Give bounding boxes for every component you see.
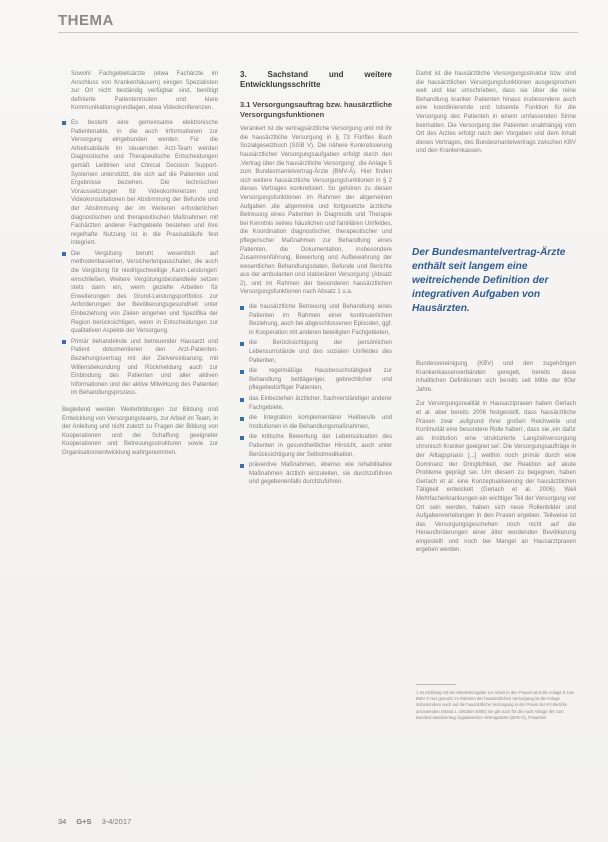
col3-bottom-paragraph-1: Bundesvereinigung (KBV) und den zugehörigen Krankenkassenverbänden geregelt, bereits diese inhaltlichen Definitionen sich bereits seit Mitte der 90er Jahre. xyxy=(416,361,576,393)
col2-bullet-5: die Integration komplementärer Heilberufe und Institutionen in die Behandlungsmaßnahmen, xyxy=(240,414,392,431)
col1-bullet-2: Die Vergütung beruht wesentlich auf methodenbasierten, Versichertenpauschalen, die auch die Vergütung für niedrigschwellige ‚Kann-Leistungen' einschließen. Weitere Vergütungsbestandteile setzen stets dann ein, wenn gezielte Arbeiten für Erweiterungen des Grund-Leistungsportfolios zur Anforderungen der Bevölkerungsgesundheit unter Einbeziehung von Zielen eingehen und Spezifika der Region berücksichtigen, wenn in Entscheidungen zur qualitativen Aspekte der Versorgung. xyxy=(62,250,218,336)
col2-bullet-4: das Einbeziehen ärztlicher, Sachverständiger anderer Fachgebiete, xyxy=(240,395,392,412)
col1-bullet-list xyxy=(62,119,218,398)
page-number: 34 xyxy=(58,817,67,826)
col3-top-paragraph: Damit ist die hausärztliche Versorgungsstruktur bzw. sind die hausärztlichen Versorgungsfunktionen ausgesprochen weit und klar umschrieben, dass sie über die reine Behandlung kranker Patienten hinaus insbesondere auch eine koordinierende und lotsende Funktion für die Versorgung des Patienten in einem umfassenden Sinne beinhalten. Die Versorgung der Patienten unabhängig vom Ort des Arztes erfolgt nach den Vorgaben und dem Inhalt dieses Vertrages, des Bundesmantelvertrags zwischen KBV und den Krankenkassen. xyxy=(416,71,576,155)
issue-number: 3-4/2017 xyxy=(101,817,132,826)
col1-bullet-3: Primär behandelnde und betreuender Hausarzt und Patient dokumentieren den Arzt-Patienten-Beziehungsvertrag mit der Zielvereinbarung, mit Willensbekundung und Rückmeldung auch zur Einbindung des Patienten und aller aktiven Informationen und der aktive Mitwirkung des Patienten im Behandlungsprozess. xyxy=(62,338,218,398)
col2-bullet-3: die regelmäßige Hausbesuchstätigkeit zur Behandlung bettlägeriger, gebrechlicher und pflegebedürftiger Patienten, xyxy=(240,367,392,393)
journal-brand: G+S xyxy=(76,817,92,826)
footnote-rule xyxy=(416,684,456,685)
col2-bullet-2: die Berücksichtigung der persönlichen Lebensumstände und des sozialen Umfeldes des Patienten, xyxy=(240,339,392,365)
footnote: 1 Im Einklang mit der Mindestvorgabe zur Arbeit in den Praxen wird die Anlage 5 zum BMV-Ä hier genutzt; im Rahmen der hausärztlichen Versorgung ist die Anlage insbesondere auch auf die hausärztliche Versorgung in der Praxis der KV-Bezirke anzuwenden (Stand 1. Oktober 2008); sie gilt auch für die nach Anlage der zum Bundesmantelvertrag zugelassenen Vertragsärzte (BMV-Ä), Präambel. xyxy=(416,690,575,720)
col2-bullet-7: präventive Maßnahmen, ebenso wie rehabilitative Maßnahmen ärztlich einzuleiten, sie durchzuführen und gegebenenfalls durchzuführen. xyxy=(240,461,392,487)
col1-intro-paragraph: Sowohl Fachgebietsärzte (etwa Fachärzte im Anschluss von Krankenhäusern) einigen Spezialisten zur Ort nicht beständig verfügbar sind, benötigt definierte Patientenrouten und klare Kommunikationsgrundlagen, etwa Videokonferenzen. xyxy=(71,71,218,112)
page-footer xyxy=(58,817,131,826)
section-label: THEMA xyxy=(58,12,114,29)
col2-bullet-6: die kritische Bewertung der Lebenssituation des Patienten in gesundheitlicher Hinsicht, auch unter Berücksichtigung der Selbstmedikation, xyxy=(240,433,392,459)
header-rule xyxy=(58,32,578,33)
column-right-bottom xyxy=(416,360,576,561)
col2-bullet-1: die hausärztliche Betreuung und Behandlung eines Patienten im Rahmen einer kontinuierlichen Beziehung, auch bei abgeschlossenen Episoden, ggf. in Kooperation mit anderen beteiligten Fachgebieten, xyxy=(240,303,392,337)
column-middle xyxy=(240,70,392,489)
col2-paragraph: Verankert ist die vertragsärztliche Versorgung und mit ihr die hausärztliche Versorgung in § 73 Fünftes Buch Sozialgesetzbuch (SGB V). Die nähere Konkretisierung hausärztlicher Versorgungsaufgaben erfolgt durch den ‚Vertrag über die hausärztliche Versorgung', die Anlage 5 zum Bundesmantelvertrag-Ärzte (BMV-Ä). Hier finden sich weitere hausärztliche Versorgungsfunktionen in § 2 dieses Vertrages konkretisiert. So gehören zu diesen Versorgungsfunktionen im Rahmen der allgemeinen Aufgaben ‚die allgemeine und fortgesetzte ärztliche Betreuung eines Patienten in Diagnostik und Therapie bei Kenntnis seines häuslichen und familiären Umfeldes, die Koordination diagnostischer, therapeutischer und pflegerischer Maßnahmen zur Behandlung eines Patienten, die Dokumentation, insbesondere Zusammenführung, Bewertung und Aufbewahrung der wesentlichen Behandlungsdaten, Befunde und Berichte aus der ambulanten und stationären Versorgung' (Absatz 2), und im Rahmen der besonderen hausärztlichen Versorgungsfunktionen nach Absatz 1 u.a. xyxy=(240,126,392,296)
subsection-heading: 3.1 Versorgungsauftrag bzw. hausärztliche Versorgungsfunktionen xyxy=(240,100,392,119)
column-left xyxy=(62,70,218,464)
col2-bullet-list xyxy=(240,303,392,487)
col1-closing-paragraph: Begleitend werden Weiterbildungen zur Bildung und Entwicklung von Versorgungsteams, zur Arbeit im Team, in der Anleitung und nicht zuletzt zu Fragen der Bildung von Kooperationen und der Schaffung geeigneter Kooperationen und Betreuungsstrukturen sowie zur Organisationsentwicklung wahrgenommen. xyxy=(62,406,218,456)
column-right-top xyxy=(416,70,576,162)
col3-bottom-paragraph-2: Zur Versorgungsrealität in Hausarztpraxen haben Gerlach et al. aber bereits 2006 festgestellt, dass hausärztliche Praxen zwar ‚aufgrund ihrer großen Reichweite und Kontinuität eine besondere Rolle haben', dass sie ‚ein dafür als Institution eine strukturierte Langzeitversorgung chronisch Kranker geeignet sei'. Die Versorgungsaufträge in der Alltagspraxis [...] weithin noch primär durch eine Dominanz der Dringlichkeit, der Reaktion auf akute Probleme geprägt sei. Um diesem zu begegnen, haben Gerlach et al. eine Konzeptualisierung der hausärztlichen Tätigkeit entwickelt (Gerlach et al. 2006). Weil Mehrfacherkrankungen ein wichtiger Teil der Versorgung vor Ort sein werden, haben sich neue Rollenbilder und Aufgabenverteilungen in den Praxen ergeben. Teilweise ist das Versorgungsgeschehen noch nicht auf die Herausforderungen einer älter werdenden Bevölkerung eingestellt und noch bei Mangel an Hausarztpraxen ergeben werden. xyxy=(416,401,576,554)
section-heading: 3. Sachstand und weitere Entwicklungsschritte xyxy=(240,70,392,89)
pull-quote: Der Bundesmantelvertrag-Ärzte enthält seit langem eine weitreichende Definition der integrativen Aufgaben von Hausärzten. xyxy=(412,247,566,314)
col1-bullet-1: Es besteht eine gemeinsame elektronische Patientenakte, in die auch Informationen zur Versorgung eingebunden werden. Für die Arbeitsabläufe im steuernden Arzt-Team werden Diagnostische und Therapeutische Entscheidungen gemäß Leitlinien und Clinical Decision Support-Systemen unterstützt, die sich auf die Patienten und Ergebnisse beziehen. Die technischen Voraussetzungen für Videokonferenzen und Videokonsultationen bei Abstimmung der Befunde und der Abstimmung der im Weiteren erforderlichen diagnostischen und therapeutischen Maßnahmen mit Fachärzten anderer Fachgebiete bestehen und ihre regelhafte Nutzung ist in die Praxisabläufe fest integriert. xyxy=(62,119,218,248)
